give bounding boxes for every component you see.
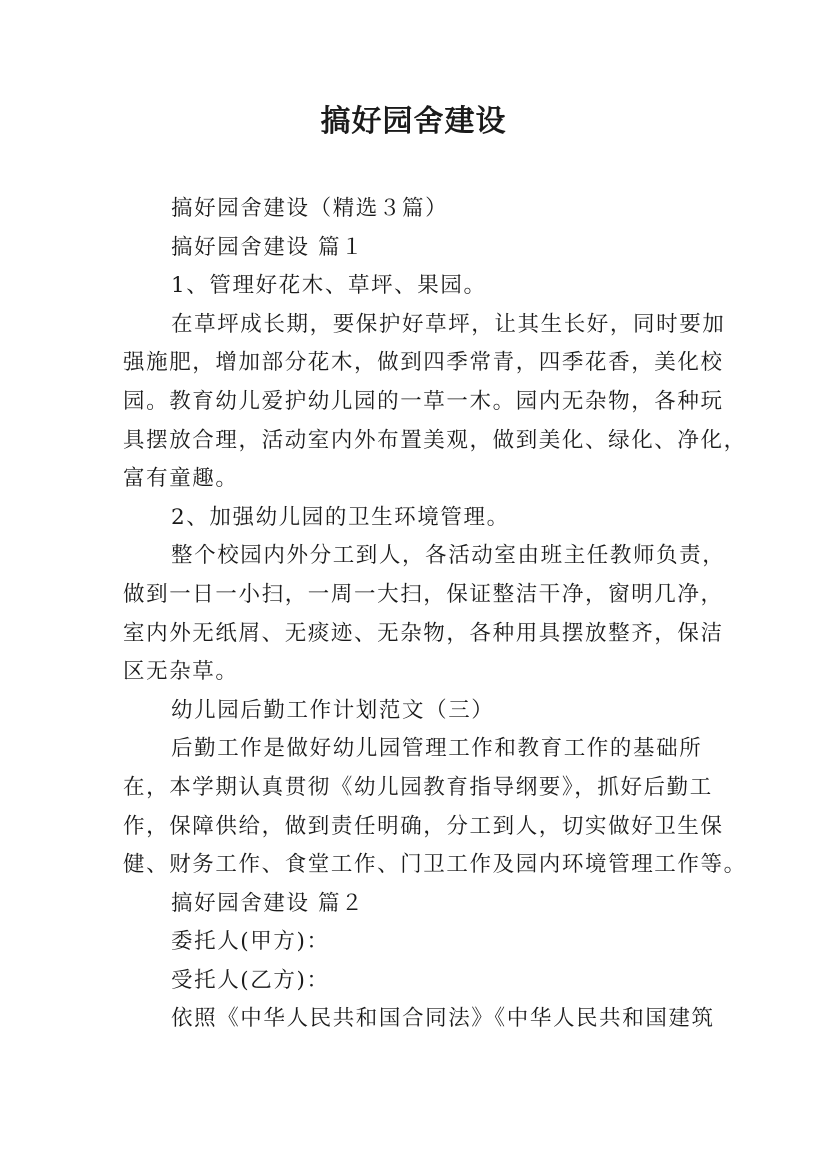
text-line: 室内外无纸屑、无痰迹、无杂物，各种用具摆放整齐，保洁 [123,620,724,646]
document-title: 搞好园舍建设 [320,104,507,139]
text-line: 作，保障供给，做到责任明确，分工到人，切实做好卫生保 [123,813,724,839]
text-line: 2、加强幼儿园的卫生环境管理。 [171,504,510,530]
paragraph [123,190,713,229]
text-line: 区无杂草。 [123,659,239,685]
paragraph [123,306,747,499]
paragraph [123,730,747,884]
text-line: 健、财务工作、食堂工作、门卫工作及园内环境管理工作等。 [123,852,747,878]
paragraph [123,692,713,731]
document-body [123,190,747,1039]
paragraph [123,962,713,1001]
text-line: 整个校园内外分工到人，各活动室由班主任教师负责， [171,543,726,569]
text-line: 幼儿园后勤工作计划范文（三） [171,697,495,723]
text-line: 搞好园舍建设 篇２ [171,890,365,916]
paragraph [123,499,713,538]
text-line: 1、管理好花木、草坪、果园。 [171,273,487,299]
text-line: 做到一日一小扫，一周一大扫，保证整洁干净，窗明几净， [123,581,724,607]
text-line: 依照《中华人民共和国合同法》《中华人民共和国建筑 [171,1006,715,1032]
text-line: 在草坪成长期，要保护好草坪，让其生长好，同时要加 [171,311,726,337]
text-line: 在，本学期认真贯彻《幼儿园教育指导纲要》，抓好后勤工 [123,774,713,800]
paragraph [123,267,713,306]
text-line: 受托人(乙方)： [171,967,330,993]
paragraph [123,229,713,268]
paragraph [123,1000,713,1039]
text-line: 富有童趣。 [123,466,239,492]
paragraph [123,923,713,962]
text-line: 搞好园舍建设 篇１ [171,234,365,260]
paragraph [123,537,726,691]
text-line: 委托人(甲方)： [171,929,330,955]
text-line: 强施肥，增加部分花木，做到四季常青，四季花香，美化校 [123,350,724,376]
text-line: 园。教育幼儿爱护幼儿园的一草一木。园内无杂物，各种玩 [123,388,724,414]
paragraph [123,885,713,924]
text-line: 后勤工作是做好幼儿园管理工作和教育工作的基础所 [171,736,703,762]
text-line: 搞好园舍建设（精选３篇） [171,196,449,221]
text-line: 具摆放合理，活动室内外布置美观，做到美化、绿化、净化， [123,427,747,453]
